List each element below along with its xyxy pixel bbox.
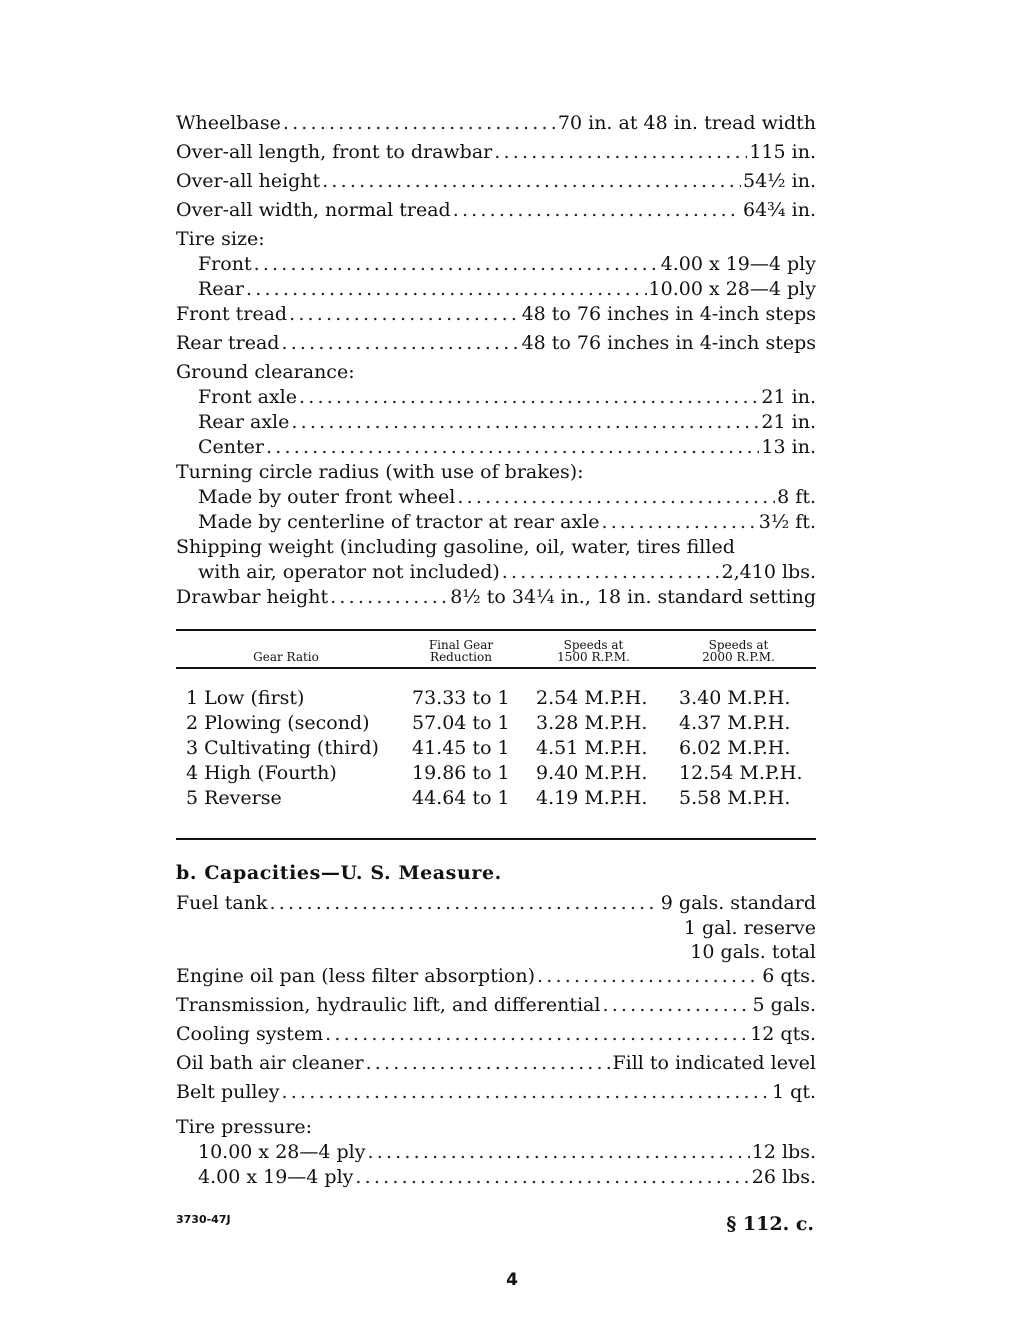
spec-value: Fill to indicated level (612, 1052, 816, 1074)
page-footer (176, 1213, 816, 1235)
spec-value: 1 qt. (772, 1081, 816, 1103)
spec-value: 26 lbs. (751, 1166, 816, 1188)
turning-circle-heading: Turning circle radius (with use of brakes): (176, 461, 584, 483)
spec-value: 8½ to 34¼ in., 18 in. standard setting (450, 586, 816, 608)
ground-clearance-heading: Ground clearance: (176, 361, 355, 383)
spec-value: 9 gals. standard (660, 892, 816, 914)
shipping-weight (176, 561, 816, 586)
spec-label: Wheelbase (176, 112, 281, 134)
spec-label: Fuel tank (176, 892, 268, 914)
capacity-transmission (176, 994, 816, 1023)
front-tread (176, 303, 816, 332)
spec-label: Over-all length, front to drawbar (176, 141, 493, 163)
spec-value: 10.00 x 28—4 ply (648, 278, 816, 300)
spec-label: Front tread (176, 303, 288, 325)
spec-value: 3½ ft. (758, 511, 816, 533)
spec-label: Transmission, hydraulic lift, and differential (176, 994, 601, 1016)
spec-label: Rear axle (198, 411, 290, 433)
capacity-engine-oil (176, 965, 816, 994)
header-gear-ratio: Gear Ratio (253, 650, 319, 664)
header-speeds-1500: Speeds at 1500 R.P.M. (557, 638, 630, 664)
document-code: 3730-47J (176, 1213, 231, 1226)
speed-1500-cell: 9.40 M.P.H. (536, 762, 648, 784)
clearance-center (176, 436, 816, 461)
spec-label: Rear tread (176, 332, 280, 354)
gear-cell: 4 High (Fourth) (186, 762, 337, 784)
spec-label: with air, operator not included) (198, 561, 500, 583)
spec-label: Rear (198, 278, 244, 300)
gear-ratio-table (176, 629, 816, 840)
rear-tread (176, 332, 816, 361)
turning-outer-wheel (176, 486, 816, 511)
spec-label: Oil bath air cleaner (176, 1052, 364, 1074)
table-row (176, 762, 816, 787)
table-row (176, 787, 816, 812)
gear-cell: 2 Plowing (second) (186, 712, 370, 734)
header-speeds-2000: Speeds at 2000 R.P.M. (702, 638, 775, 664)
spec-label: Made by centerline of tractor at rear axle (198, 511, 600, 533)
tire-size-front (176, 253, 816, 278)
spec-value: 6 qts. (762, 965, 816, 987)
spec-label: Over-all width, normal tread (176, 199, 451, 221)
spec-value: 21 in. (761, 411, 816, 433)
reduction-cell: 41.45 to 1 (412, 737, 510, 759)
spec-label: Drawbar height (176, 586, 329, 608)
spec-value: 12 qts. (750, 1023, 816, 1045)
speed-2000-cell: 12.54 M.P.H. (679, 762, 803, 784)
spec-value: 12 lbs. (751, 1141, 816, 1163)
speed-1500-cell: 4.19 M.P.H. (536, 787, 648, 809)
speed-1500-cell: 4.51 M.P.H. (536, 737, 648, 759)
reduction-cell: 73.33 to 1 (412, 687, 510, 709)
capacity-belt-pulley (176, 1081, 816, 1110)
spec-value: 13 in. (761, 436, 816, 458)
spec-label: Over-all height (176, 170, 321, 192)
spec-label: Cooling system (176, 1023, 324, 1045)
spec-value: 2,410 lbs. (721, 561, 816, 583)
spec-value: 70 in. at 48 in. tread width (557, 112, 816, 134)
table-row (176, 687, 816, 712)
tire-pressure-front (176, 1166, 816, 1191)
spec-label: Belt pulley (176, 1081, 280, 1103)
speed-1500-cell: 3.28 M.P.H. (536, 712, 648, 734)
speed-2000-cell: 4.37 M.P.H. (679, 712, 791, 734)
spec-value: 115 in. (749, 141, 816, 163)
tire-pressure-rear (176, 1141, 816, 1166)
spec-height (176, 170, 816, 199)
section-reference: § 112. c. (726, 1213, 814, 1235)
spec-length (176, 141, 816, 170)
spec-label: Front (198, 253, 252, 275)
clearance-rear-axle (176, 411, 816, 436)
gear-cell: 3 Cultivating (third) (186, 737, 379, 759)
table-row (176, 712, 816, 737)
spec-value: 8 ft. (777, 486, 816, 508)
spec-label: Front axle (198, 386, 297, 408)
tire-pressure-heading: Tire pressure: (176, 1116, 313, 1138)
gear-cell: 1 Low (first) (186, 687, 305, 709)
spec-value: 48 to 76 inches in 4-inch steps (521, 303, 816, 325)
tire-size-heading: Tire size: (176, 228, 265, 250)
spec-value: 21 in. (761, 386, 816, 408)
speed-2000-cell: 6.02 M.P.H. (679, 737, 791, 759)
capacity-air-cleaner (176, 1052, 816, 1081)
spec-page (176, 112, 816, 1235)
spec-label: Engine oil pan (less filter absorption) (176, 965, 536, 987)
shipping-weight-heading: Shipping weight (including gasoline, oil, water, tires filled (176, 536, 735, 558)
reduction-cell: 57.04 to 1 (412, 712, 510, 734)
spec-value: 5 gals. (752, 994, 816, 1016)
capacity-cooling (176, 1023, 816, 1052)
gear-table-body (176, 669, 816, 838)
spec-value: 4.00 x 19—4 ply (660, 253, 816, 275)
gear-cell: 5 Reverse (186, 787, 282, 809)
capacity-fuel-tank (176, 892, 816, 917)
capacities-title: b. Capacities—U. S. Measure. (176, 862, 502, 884)
drawbar-height (176, 586, 816, 615)
clearance-front-axle (176, 386, 816, 411)
spec-wheelbase (176, 112, 816, 141)
turning-centerline (176, 511, 816, 536)
spec-label: Made by outer front wheel (198, 486, 456, 508)
speed-2000-cell: 5.58 M.P.H. (679, 787, 791, 809)
fuel-total: 10 gals. total (690, 941, 816, 963)
table-row (176, 737, 816, 762)
tire-size-rear (176, 278, 816, 303)
reduction-cell: 44.64 to 1 (412, 787, 510, 809)
spec-label: 4.00 x 19—4 ply (198, 1166, 354, 1188)
spec-label: Center (198, 436, 264, 458)
header-final-gear: Final Gear Reduction (428, 638, 494, 664)
fuel-reserve: 1 gal. reserve (683, 917, 816, 939)
spec-value: 48 to 76 inches in 4-inch steps (521, 332, 816, 354)
spec-value: 64¾ in. (743, 199, 816, 221)
gear-table-header (176, 631, 816, 669)
spec-width (176, 199, 816, 228)
speed-1500-cell: 2.54 M.P.H. (536, 687, 648, 709)
spec-value: 54½ in. (743, 170, 816, 192)
spec-label: 10.00 x 28—4 ply (198, 1141, 366, 1163)
speed-2000-cell: 3.40 M.P.H. (679, 687, 791, 709)
page-number: 4 (506, 1270, 518, 1290)
reduction-cell: 19.86 to 1 (412, 762, 510, 784)
